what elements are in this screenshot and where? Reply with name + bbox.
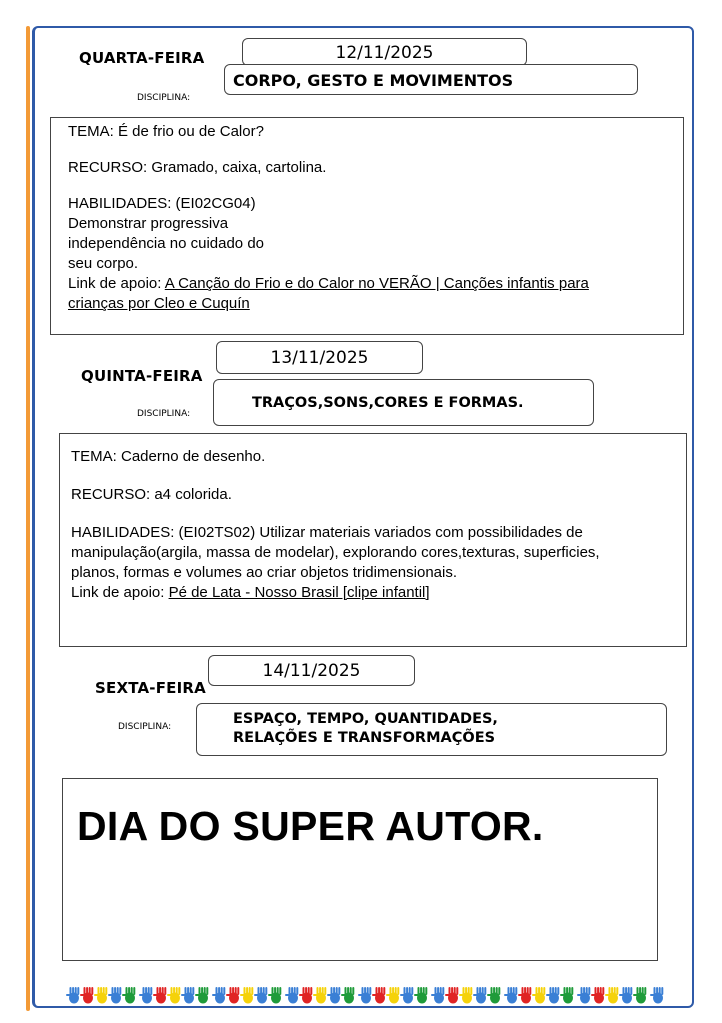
tema-wednesday: TEMA: É de frio ou de Calor? <box>68 123 264 140</box>
date-thursday: 13/11/2025 <box>270 348 369 368</box>
hand-icon <box>167 987 180 1004</box>
hands-border-icon <box>64 982 664 1008</box>
hand-icon <box>386 987 399 1004</box>
highlight-title: DIA DO SUPER AUTOR. <box>77 803 544 849</box>
hand-icon <box>94 987 107 1004</box>
hand-icon <box>591 987 604 1004</box>
date-box-friday <box>208 655 415 686</box>
hand-icon <box>66 987 79 1004</box>
support-link-wednesday-cont[interactable]: crianças por Cleo e Cuquín <box>68 295 250 312</box>
discipline-label-friday: DISCIPLINA: <box>118 722 172 732</box>
hand-icon <box>546 987 559 1004</box>
lesson-card-thursday <box>59 433 687 647</box>
hand-icon <box>240 987 253 1004</box>
hand-icon <box>445 987 458 1004</box>
hands-border-icon-svg <box>64 982 664 1008</box>
support-link-row-wednesday <box>68 274 673 294</box>
discipline-label-wednesday: DISCIPLINA: <box>137 93 191 103</box>
hand-icon <box>299 987 312 1004</box>
support-link-thursday[interactable]: Pé de Lata - Nosso Brasil [clipe infantil] <box>168 584 430 601</box>
hand-icon <box>431 987 444 1004</box>
habilidades-line: HABILIDADES: (EI02CG04) <box>68 195 256 212</box>
hand-icon <box>473 987 486 1004</box>
hand-icon <box>633 987 646 1004</box>
hand-icon <box>504 987 517 1004</box>
day-label-thursday: QUINTA-FEIRA <box>81 367 203 385</box>
hand-icon <box>268 987 281 1004</box>
hand-icon <box>532 987 545 1004</box>
support-link-wednesday[interactable]: A Canção do Frio e do Calor no VERÃO | Canções infantis para <box>164 275 589 292</box>
lesson-card-wednesday <box>50 117 684 335</box>
hand-icon <box>285 987 298 1004</box>
hand-icon <box>518 987 531 1004</box>
hand-icon <box>414 987 427 1004</box>
hand-icon <box>487 987 500 1004</box>
discipline-label-thursday: DISCIPLINA: <box>137 409 191 419</box>
discipline-friday-line-1: ESPAÇO, TEMPO, QUANTIDADES, <box>233 711 498 727</box>
hand-icon <box>195 987 208 1004</box>
hand-icon <box>80 987 93 1004</box>
hand-icon <box>327 987 340 1004</box>
date-box-thursday <box>216 341 423 374</box>
page-border-accent <box>26 26 30 1011</box>
hand-icon <box>560 987 573 1004</box>
hand-icon <box>372 987 385 1004</box>
habilidades-line: seu corpo. <box>68 255 139 272</box>
hand-icon <box>650 987 663 1004</box>
discipline-thursday: TRAÇOS,SONS,CORES E FORMAS. <box>252 395 524 411</box>
habilidades-line: planos, formas e volumes ao criar objetos tridimensionais. <box>71 564 458 581</box>
hand-icon <box>212 987 225 1004</box>
hand-icon <box>459 987 472 1004</box>
hand-icon <box>122 987 135 1004</box>
link-prefix: Link de apoio: <box>68 275 165 292</box>
link-prefix: Link de apoio: <box>71 584 169 601</box>
hand-icon <box>577 987 590 1004</box>
recurso-wednesday: RECURSO: Gramado, caixa, cartolina. <box>68 159 327 176</box>
habilidades-line: Demonstrar progressiva <box>68 215 229 232</box>
hand-icon <box>108 987 121 1004</box>
hand-icon <box>313 987 326 1004</box>
hand-icon <box>605 987 618 1004</box>
habilidades-line: independência no cuidado do <box>68 235 265 252</box>
discipline-friday-line-2: RELAÇÕES E TRANSFORMAÇÕES <box>233 730 496 746</box>
hand-icon <box>181 987 194 1004</box>
discipline-box-wednesday <box>224 64 638 95</box>
support-link-row-thursday <box>71 583 676 603</box>
day-label-wednesday: QUARTA-FEIRA <box>79 49 205 67</box>
hand-icon <box>358 987 371 1004</box>
habilidades-line: HABILIDADES: (EI02TS02) Utilizar materiais variados com possibilidades de <box>71 524 583 541</box>
discipline-box-friday <box>196 703 667 756</box>
day-label-friday: SEXTA-FEIRA <box>95 679 206 697</box>
habilidades-line: manipulação(argila, massa de modelar), explorando cores,texturas, superficies, <box>71 544 600 561</box>
hand-icon <box>619 987 632 1004</box>
hand-icon <box>400 987 413 1004</box>
hand-icon <box>139 987 152 1004</box>
date-box-wednesday <box>242 38 527 66</box>
hand-icon <box>254 987 267 1004</box>
tema-thursday: TEMA: Caderno de desenho. <box>71 448 266 465</box>
hand-icon <box>341 987 354 1004</box>
discipline-box-thursday <box>213 379 594 426</box>
hand-icon <box>153 987 166 1004</box>
recurso-thursday: RECURSO: a4 colorida. <box>71 486 232 503</box>
hand-icon <box>226 987 239 1004</box>
date-friday: 14/11/2025 <box>262 661 361 681</box>
date-wednesday: 12/11/2025 <box>335 43 434 63</box>
discipline-wednesday: CORPO, GESTO E MOVIMENTOS <box>233 71 514 90</box>
lesson-card-friday <box>62 778 658 961</box>
